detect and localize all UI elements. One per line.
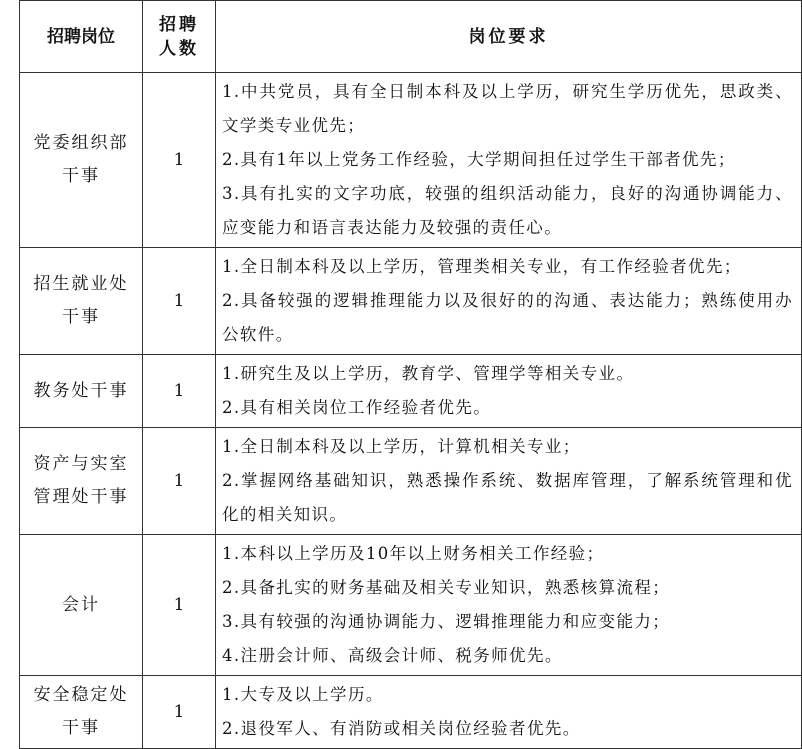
count-cell: 1: [143, 676, 216, 749]
table-row: [20, 676, 802, 749]
requirement-item: 1.大专及以上学历。: [222, 685, 384, 704]
header-count-line2: 人数: [159, 38, 199, 59]
requirement-item: 2.具有相关岗位工作经验者优先。: [222, 398, 492, 417]
requirements-cell: [216, 73, 802, 248]
requirements-cell: [216, 355, 802, 428]
count-cell: 1: [143, 355, 216, 428]
header-position: 招聘岗位: [20, 1, 143, 73]
count-cell: 1: [143, 248, 216, 355]
requirement-item: 3.具有扎实的文字功底，较强的组织活动能力，良好的沟通协调能力、应变能力和语言表达能力及较强的责任心。: [222, 184, 793, 237]
requirement-item: 1.本科以上学历及10年以上财务相关工作经验；: [222, 544, 605, 563]
position-cell: 会计: [20, 535, 143, 676]
count-cell: 1: [143, 428, 216, 535]
requirements-cell: [216, 428, 802, 535]
requirement-item: 2.具有1年以上党务工作经验，大学期间担任过学生干部者优先；: [222, 150, 736, 169]
requirement-item: 1.全日制本科及以上学历，管理类相关专业，有工作经验者优先；: [222, 257, 742, 276]
requirement-item: 1.中共党员，具有全日制本科及以上学历，研究生学历优先，思政类、文学类专业优先；: [222, 82, 793, 135]
requirements-cell: [216, 676, 802, 749]
requirement-item: 2.退役军人、有消防或相关岗位经验者优先。: [222, 719, 581, 738]
position-cell: 资产与实室管理处干事: [20, 428, 143, 535]
position-cell: 教务处干事: [20, 355, 143, 428]
table-row: [20, 535, 802, 676]
header-requirements-label: 岗位要求: [468, 26, 549, 47]
table-row: [20, 73, 802, 248]
table-row: [20, 355, 802, 428]
count-cell: 1: [143, 535, 216, 676]
requirement-item: 1.全日制本科及以上学历，计算机相关专业；: [222, 437, 581, 456]
position-cell: 招生就业处干事: [20, 248, 143, 355]
count-cell: 1: [143, 73, 216, 248]
job-requirements-table: [19, 0, 802, 749]
requirement-item: 2.具备较强的逻辑推理能力以及很好的的沟通、表达能力；熟练使用办公软件。: [222, 291, 793, 344]
requirement-item: 1.研究生及以上学历，教育学、管理学等相关专业。: [222, 364, 635, 383]
header-row: [20, 1, 802, 73]
requirements-cell: [216, 535, 802, 676]
header-count: [143, 1, 216, 73]
position-cell: 党委组织部干事: [20, 73, 143, 248]
table-row: [20, 248, 802, 355]
requirement-item: 2.掌握网络基础知识，熟悉操作系统、数据库管理，了解系统管理和优化的相关知识。: [222, 471, 793, 524]
requirements-cell: [216, 248, 802, 355]
requirement-item: 4.注册会计师、高级会计师、税务师优先。: [222, 646, 563, 665]
header-requirements: [216, 1, 802, 73]
header-count-line1: 招聘: [159, 14, 199, 35]
table-row: [20, 428, 802, 535]
requirement-item: 3.具有较强的沟通协调能力、逻辑推理能力和应变能力；: [222, 612, 671, 631]
position-cell: 安全稳定处干事: [20, 676, 143, 749]
requirement-item: 2.具备扎实的财务基础及相关专业知识，熟悉核算流程；: [222, 578, 671, 597]
